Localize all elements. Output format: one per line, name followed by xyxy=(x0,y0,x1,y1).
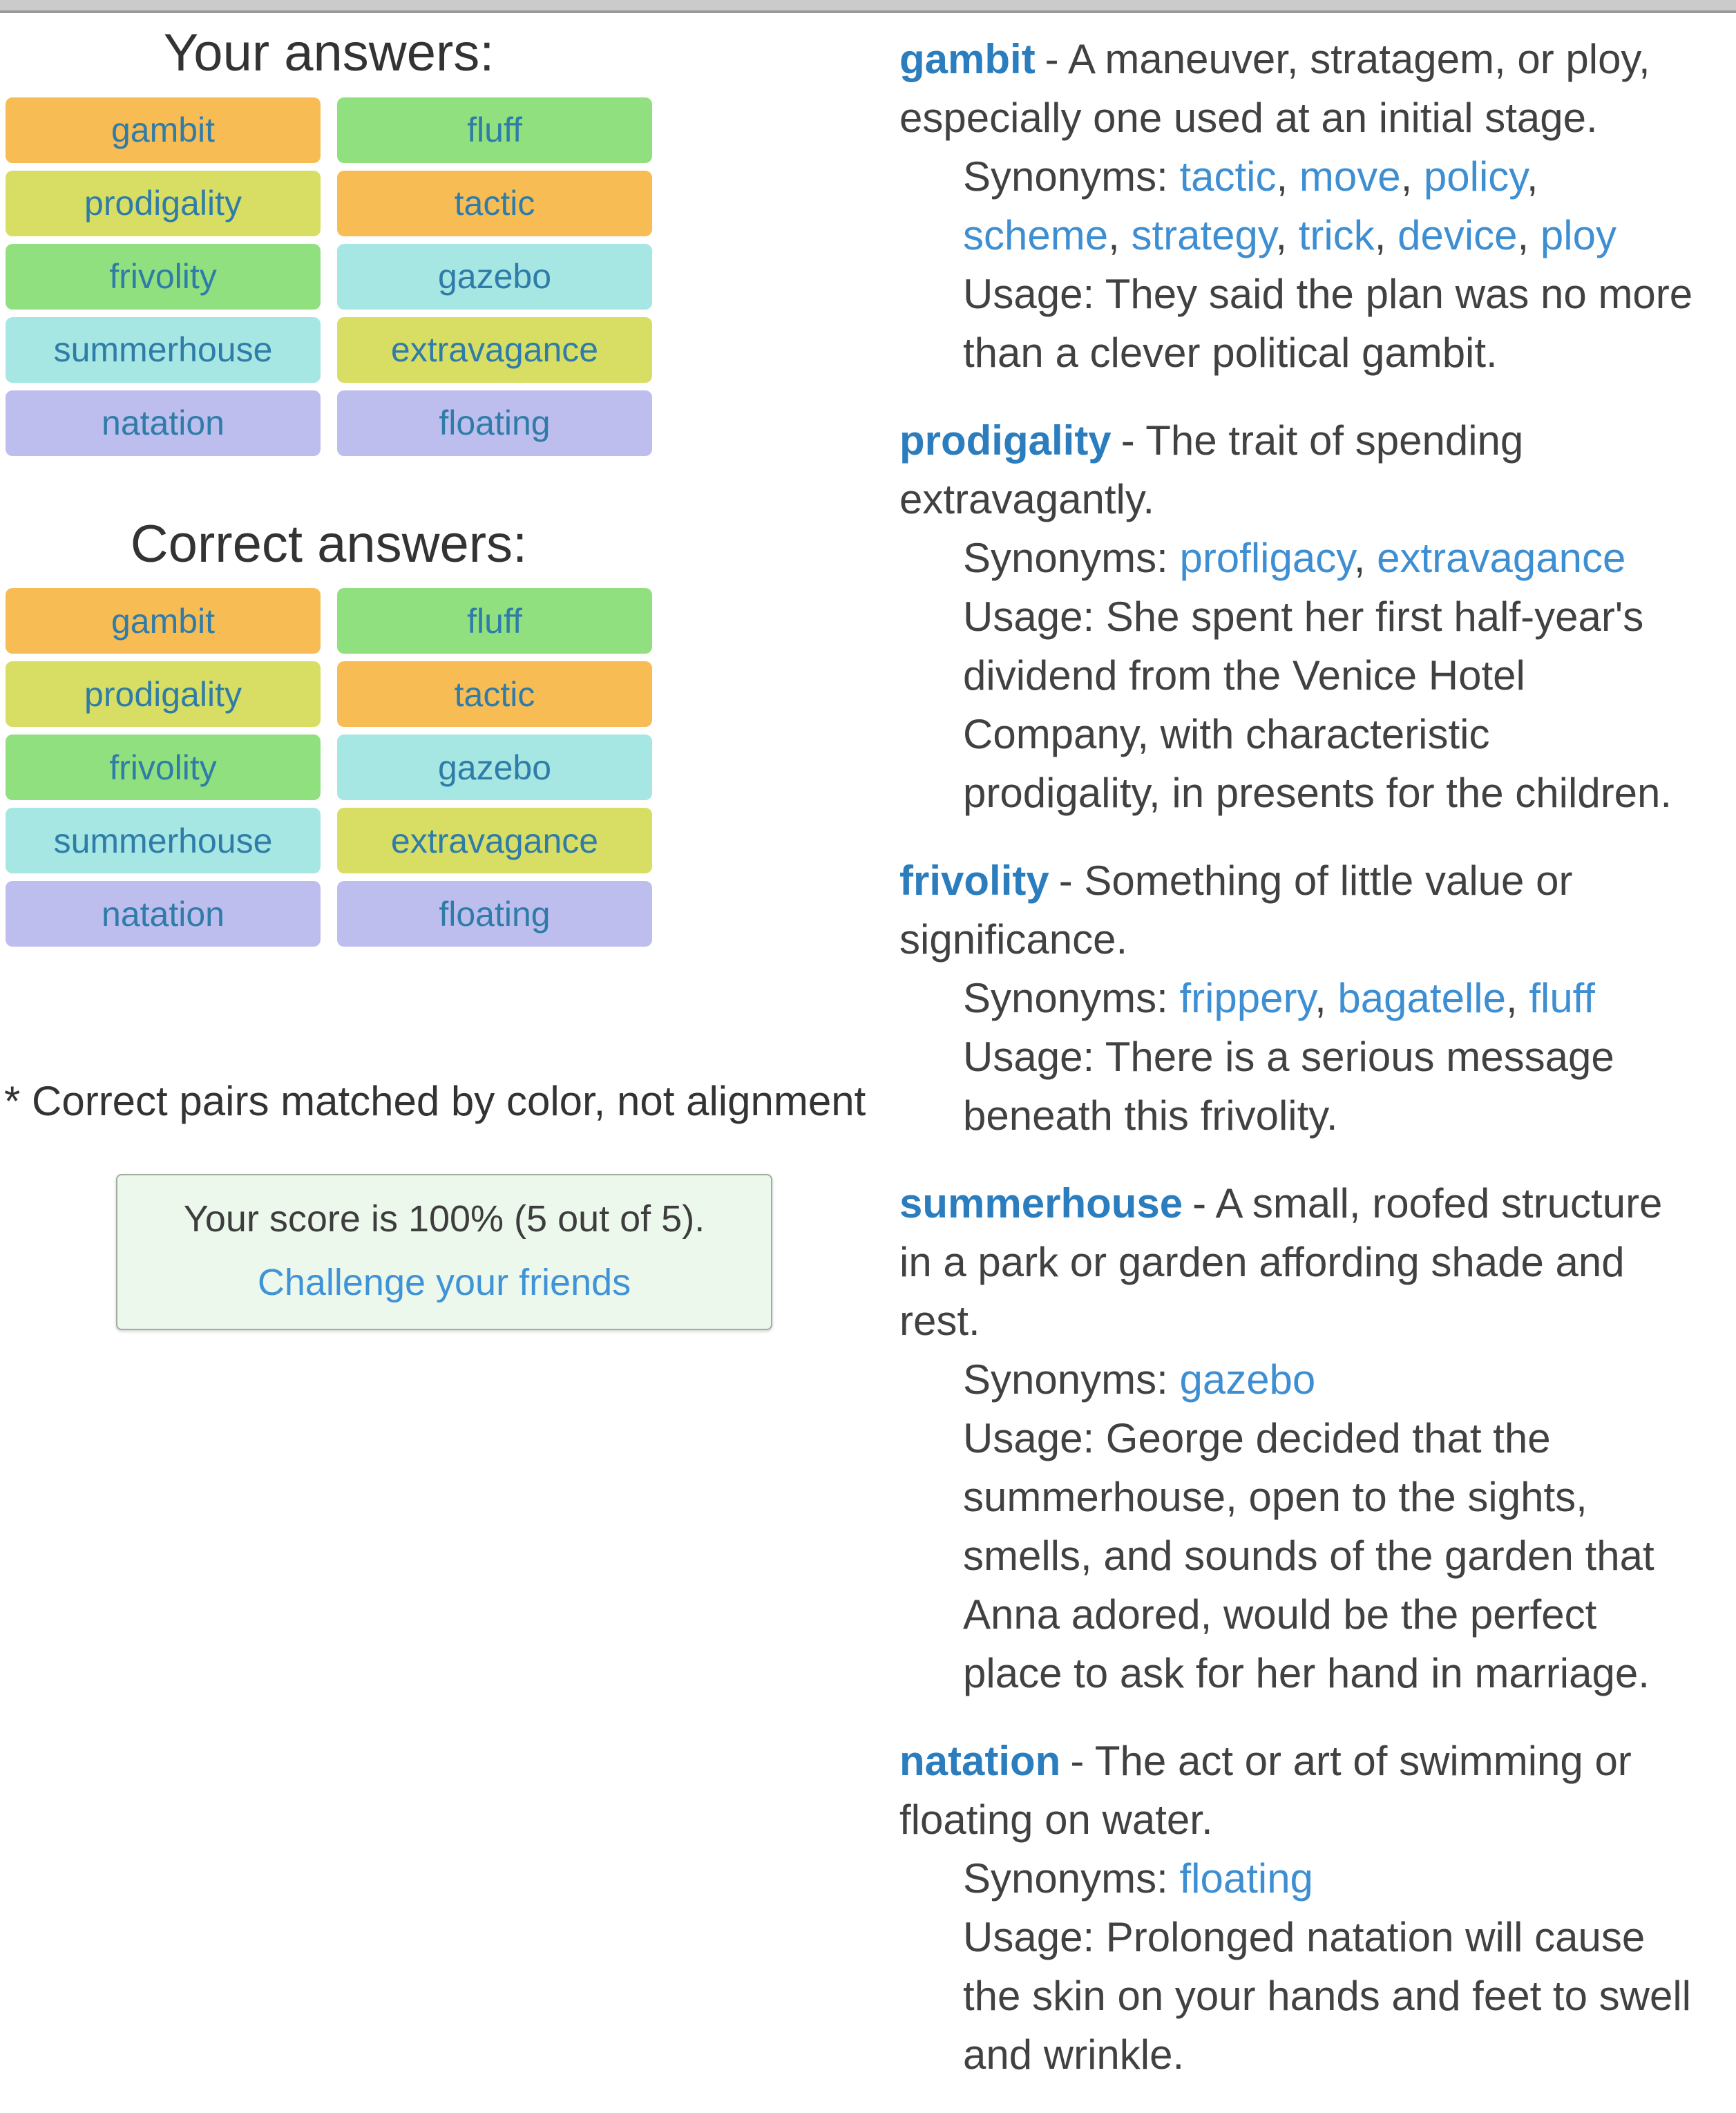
synonym-separator: , xyxy=(1526,153,1538,200)
synonym-separator: , xyxy=(1353,535,1377,581)
definition-text: - The act or art of swimming or floating on water. xyxy=(899,1738,1632,1843)
synonym-link-scheme[interactable]: scheme xyxy=(963,212,1109,258)
term-word: prodigality xyxy=(899,417,1112,464)
synonyms-line xyxy=(963,147,1694,265)
synonym-link-floating[interactable]: floating xyxy=(1179,1855,1313,1902)
quiz-results-page xyxy=(0,13,1736,2113)
synonym-link-extravagance[interactable]: extravagance xyxy=(1377,535,1626,581)
word-button-frivolity[interactable]: frivolity xyxy=(6,735,321,800)
word-button-tactic[interactable]: tactic xyxy=(337,661,652,727)
challenge-friends-link[interactable]: Challenge your friends xyxy=(257,1262,631,1304)
term-word: gambit xyxy=(899,36,1036,82)
definitions-panel xyxy=(899,13,1694,2113)
score-text: Your score is 100% (5 out of 5). xyxy=(183,1198,705,1240)
entry-details xyxy=(899,529,1694,822)
synonym-link-trick[interactable]: trick xyxy=(1298,212,1375,258)
definition-text: - A small, roofed structure in a park or garden affording shade and rest. xyxy=(899,1180,1663,1344)
synonyms-label: Synonyms: xyxy=(963,153,1180,200)
synonyms-label: Synonyms: xyxy=(963,1356,1180,1403)
synonyms-line xyxy=(963,1350,1694,1409)
synonym-separator: , xyxy=(1275,212,1299,258)
definition-entry xyxy=(899,1732,1694,2084)
entry-details xyxy=(899,969,1694,1145)
synonym-link-strategy[interactable]: strategy xyxy=(1131,212,1276,258)
definition-text: - A maneuver, stratagem, or ploy, especially one used at an initial stage. xyxy=(899,36,1650,141)
entry-details xyxy=(899,147,1694,382)
color-match-note: * Correct pairs matched by color, not alignment xyxy=(4,1078,866,1125)
synonyms-label: Synonyms: xyxy=(963,975,1180,1021)
synonym-separator: , xyxy=(1374,212,1398,258)
synonyms-line xyxy=(963,1849,1694,1908)
correct-answers-heading: Correct answers: xyxy=(130,514,528,574)
definition-text: - Something of little value or significance. xyxy=(899,857,1573,963)
word-button-prodigality[interactable]: prodigality xyxy=(6,171,321,236)
synonym-link-policy[interactable]: policy xyxy=(1423,153,1527,200)
synonym-link-ploy[interactable]: ploy xyxy=(1540,212,1616,258)
definition-line xyxy=(899,1732,1694,1849)
entry-details xyxy=(899,1350,1694,1703)
definition-entry xyxy=(899,1174,1694,1703)
term-word: summerhouse xyxy=(899,1180,1183,1226)
your-answers-grid xyxy=(6,97,652,456)
usage-text: Usage: She spent her first half-year's dividend from the Venice Hotel Company, with characteristic prodigality, in presents for the children. xyxy=(963,594,1672,816)
word-button-gazebo[interactable]: gazebo xyxy=(337,735,652,800)
entry-details xyxy=(899,1849,1694,2084)
word-button-natation[interactable]: natation xyxy=(6,390,321,456)
definition-entry xyxy=(899,411,1694,822)
synonym-separator: , xyxy=(1108,212,1132,258)
word-button-summerhouse[interactable]: summerhouse xyxy=(6,317,321,383)
synonym-link-gazebo[interactable]: gazebo xyxy=(1179,1356,1316,1403)
synonym-separator: , xyxy=(1315,975,1338,1021)
definition-line xyxy=(899,30,1694,147)
synonyms-label: Synonyms: xyxy=(963,1855,1180,1902)
definition-entry xyxy=(899,851,1694,1145)
word-button-summerhouse[interactable]: summerhouse xyxy=(6,808,321,873)
synonyms-label: Synonyms: xyxy=(963,535,1180,581)
word-button-extravagance[interactable]: extravagance xyxy=(337,808,652,873)
word-button-prodigality[interactable]: prodigality xyxy=(6,661,321,727)
synonym-separator: , xyxy=(1276,153,1299,200)
synonyms-line xyxy=(963,529,1694,587)
definition-text: - The trait of spending extravagantly. xyxy=(899,417,1524,522)
score-box xyxy=(116,1174,772,1330)
definition-line xyxy=(899,851,1694,969)
term-word: frivolity xyxy=(899,857,1049,904)
synonym-link-frippery[interactable]: frippery xyxy=(1179,975,1315,1021)
synonym-link-fluff[interactable]: fluff xyxy=(1529,975,1595,1021)
word-button-fluff[interactable]: fluff xyxy=(337,97,652,163)
synonym-separator: , xyxy=(1517,212,1541,258)
synonym-link-move[interactable]: move xyxy=(1299,153,1401,200)
synonym-link-bagatelle[interactable]: bagatelle xyxy=(1337,975,1506,1021)
your-answers-heading: Your answers: xyxy=(163,23,495,82)
usage-text: Usage: Prolonged natation will cause the skin on your hands and feet to swell and wrinkle. xyxy=(963,1914,1691,2078)
word-button-frivolity[interactable]: frivolity xyxy=(6,244,321,310)
word-button-fluff[interactable]: fluff xyxy=(337,588,652,654)
word-button-gazebo[interactable]: gazebo xyxy=(337,244,652,310)
word-button-floating[interactable]: floating xyxy=(337,390,652,456)
synonym-link-device[interactable]: device xyxy=(1398,212,1518,258)
word-button-gambit[interactable]: gambit xyxy=(6,588,321,654)
word-button-natation[interactable]: natation xyxy=(6,881,321,947)
word-button-tactic[interactable]: tactic xyxy=(337,171,652,236)
definition-line xyxy=(899,411,1694,529)
synonym-link-tactic[interactable]: tactic xyxy=(1179,153,1277,200)
word-button-extravagance[interactable]: extravagance xyxy=(337,317,652,383)
answers-panel xyxy=(0,13,864,1330)
synonym-separator: , xyxy=(1505,975,1529,1021)
definition-line xyxy=(899,1174,1694,1350)
synonyms-line xyxy=(963,969,1694,1027)
word-button-gambit[interactable]: gambit xyxy=(6,97,321,163)
term-word: natation xyxy=(899,1738,1061,1784)
usage-text: Usage: They said the plan was no more than a clever political gambit. xyxy=(963,271,1693,376)
usage-text: Usage: There is a serious message beneath this frivolity. xyxy=(963,1034,1614,1139)
usage-text: Usage: George decided that the summerhouse, open to the sights, smells, and sounds of the garden that Anna adored, would be the perfect place to ask for her hand in marriage. xyxy=(963,1415,1654,1696)
browser-top-bar xyxy=(0,0,1736,13)
definition-entry xyxy=(899,30,1694,382)
word-button-floating[interactable]: floating xyxy=(337,881,652,947)
synonym-link-profligacy[interactable]: profligacy xyxy=(1179,535,1354,581)
correct-answers-grid xyxy=(6,588,652,947)
synonym-separator: , xyxy=(1400,153,1424,200)
